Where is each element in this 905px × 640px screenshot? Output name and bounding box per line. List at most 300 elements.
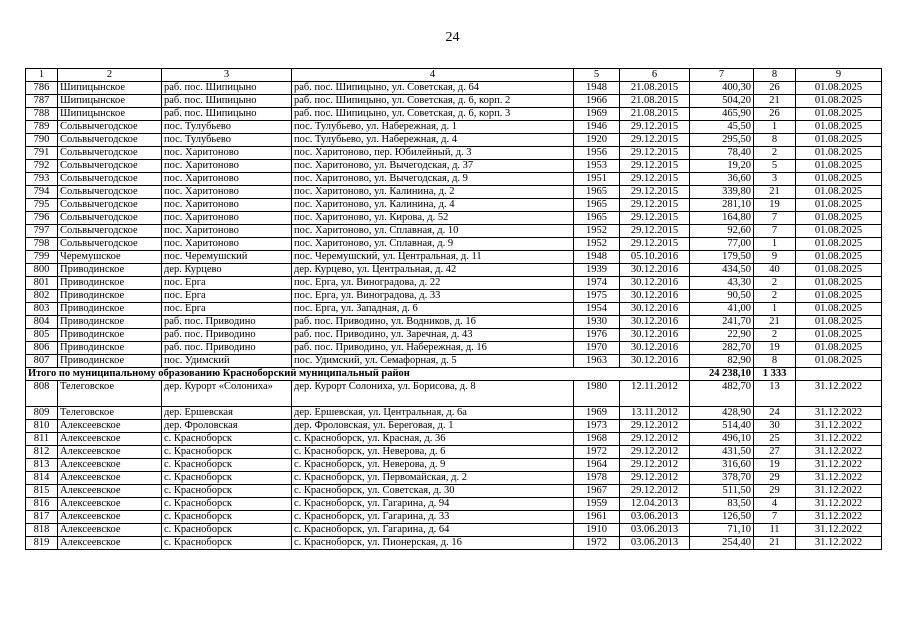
row-number-cell: 789 [26,121,58,134]
settlement-cell: дер. Ершевская [162,407,292,420]
build-year-cell: 1965 [574,212,620,225]
date-cell: 30.12.2016 [620,303,690,316]
residents-cell: 7 [754,511,796,524]
municipality-cell: Шипицынское [58,82,162,95]
area-cell: 339,80 [690,186,754,199]
residents-cell: 40 [754,264,796,277]
page-number: 24 [445,30,460,45]
deadline-cell: 31.12.2022 [796,524,882,537]
date-cell: 05.10.2016 [620,251,690,264]
area-cell: 83,50 [690,498,754,511]
settlement-cell: пос. Харитоново [162,160,292,173]
municipality-cell: Приводинское [58,342,162,355]
area-cell: 7 [690,69,754,82]
build-year-cell: 1972 [574,537,620,550]
settlement-cell: раб. пос. Шипицыно [162,108,292,121]
municipality-cell: Шипицынское [58,95,162,108]
housing-table [25,68,882,550]
date-cell: 29.12.2015 [620,238,690,251]
table-row [26,212,882,225]
deadline-cell: 01.08.2025 [796,303,882,316]
area-cell: 82,90 [690,355,754,368]
row-number-cell: 818 [26,524,58,537]
deadline-cell: 01.08.2025 [796,290,882,303]
deadline-cell: 31.12.2022 [796,407,882,420]
address-cell: с. Красноборск, ул. Неверова, д. 9 [292,459,574,472]
row-number-cell: 812 [26,446,58,459]
settlement-cell: раб. пос. Шипицыно [162,95,292,108]
table-row [26,433,882,446]
address-cell: с. Красноборск, ул. Неверова, д. 6 [292,446,574,459]
residents-cell: 27 [754,446,796,459]
address-cell: пос. Харитоново, ул. Калинина, д. 2 [292,186,574,199]
date-cell: 29.12.2012 [620,485,690,498]
settlement-cell: раб. пос. Шипицыно [162,82,292,95]
area-cell: 78,40 [690,147,754,160]
deadline-cell: 01.08.2025 [796,342,882,355]
table-row [26,316,882,329]
total-empty-cell [796,368,882,381]
date-cell: 30.12.2016 [620,290,690,303]
table-row [26,82,882,95]
settlement-cell: пос. Харитоново [162,186,292,199]
date-cell: 29.12.2015 [620,173,690,186]
address-cell: дер. Фроловская, ул. Береговая, д. 1 [292,420,574,433]
deadline-cell: 01.08.2025 [796,134,882,147]
area-cell: 164,80 [690,212,754,225]
row-number-cell: 791 [26,147,58,160]
municipality-cell: Сольвычегодское [58,160,162,173]
table-row [26,420,882,433]
deadline-cell: 01.08.2025 [796,264,882,277]
date-cell: 30.12.2016 [620,264,690,277]
settlement-cell: дер. Курорт «Солониха» [162,381,292,407]
address-cell: пос. Харитоново, ул. Вычегодская, д. 37 [292,160,574,173]
table-row [26,303,882,316]
date-cell: 29.12.2015 [620,147,690,160]
deadline-cell: 31.12.2022 [796,433,882,446]
address-cell: пос. Харитоново, пер. Юбилейный, д. 3 [292,147,574,160]
municipality-cell: Сольвычегодское [58,212,162,225]
build-year-cell: 1969 [574,108,620,121]
date-cell: 30.12.2016 [620,277,690,290]
residents-cell: 2 [754,329,796,342]
table-row [26,381,882,407]
settlement-cell: пос. Харитоново [162,238,292,251]
deadline-cell: 31.12.2022 [796,381,882,407]
residents-cell: 29 [754,472,796,485]
date-cell: 21.08.2015 [620,108,690,121]
row-number-cell: 794 [26,186,58,199]
settlement-cell: пос. Ерга [162,303,292,316]
row-number-cell: 805 [26,329,58,342]
build-year-cell: 1966 [574,95,620,108]
settlement-cell: пос. Черемушский [162,251,292,264]
area-cell: 431,50 [690,446,754,459]
area-cell: 71,10 [690,524,754,537]
settlement-cell: 3 [162,69,292,82]
residents-cell: 1 [754,303,796,316]
municipality-cell: Алексеевское [58,524,162,537]
residents-cell: 9 [754,251,796,264]
settlement-cell: пос. Харитоново [162,199,292,212]
build-year-cell: 1967 [574,485,620,498]
date-cell: 29.12.2015 [620,199,690,212]
residents-cell: 2 [754,290,796,303]
residents-cell: 24 [754,407,796,420]
address-cell: с. Красноборск, ул. Гагарина, д. 64 [292,524,574,537]
build-year-cell: 1974 [574,277,620,290]
address-cell: пос. Харитоново, ул. Сплавная, д. 9 [292,238,574,251]
deadline-cell: 01.08.2025 [796,160,882,173]
row-number-cell: 813 [26,459,58,472]
deadline-cell: 01.08.2025 [796,186,882,199]
settlement-cell: пос. Удимский [162,355,292,368]
municipality-cell: Телеговское [58,381,162,407]
area-cell: 504,20 [690,95,754,108]
residents-cell: 1 [754,238,796,251]
residents-cell: 8 [754,134,796,147]
row-number-cell: 811 [26,433,58,446]
area-cell: 434,50 [690,264,754,277]
date-cell: 03.06.2013 [620,537,690,550]
table-row [26,134,882,147]
row-number-cell: 786 [26,82,58,95]
area-cell: 179,50 [690,251,754,264]
table-row [26,537,882,550]
municipality-cell: Приводинское [58,277,162,290]
build-year-cell: 1978 [574,472,620,485]
settlement-cell: пос. Харитоново [162,212,292,225]
row-number-cell: 792 [26,160,58,173]
build-year-cell: 5 [574,69,620,82]
municipality-cell: Алексеевское [58,498,162,511]
table-row [26,524,882,537]
date-cell: 29.12.2015 [620,186,690,199]
build-year-cell: 1961 [574,511,620,524]
row-number-cell: 814 [26,472,58,485]
table-row [26,121,882,134]
municipality-cell: 2 [58,69,162,82]
area-cell: 43,30 [690,277,754,290]
settlement-cell: раб. пос. Приводино [162,342,292,355]
municipality-cell: Алексеевское [58,459,162,472]
residents-cell: 21 [754,186,796,199]
settlement-cell: пос. Тулубьево [162,121,292,134]
residents-cell: 26 [754,82,796,95]
build-year-cell: 1968 [574,433,620,446]
municipality-cell: Приводинское [58,290,162,303]
area-cell: 282,70 [690,342,754,355]
address-cell: раб. пос. Приводино, ул. Набережная, д. 16 [292,342,574,355]
row-number-cell: 1 [26,69,58,82]
address-cell: пос. Тулубьево, ул. Набережная, д. 1 [292,121,574,134]
deadline-cell: 01.08.2025 [796,212,882,225]
settlement-cell: дер. Курцево [162,264,292,277]
deadline-cell: 01.08.2025 [796,173,882,186]
address-cell: пос. Тулубьево, ул. Набережная, д. 4 [292,134,574,147]
municipality-cell: Алексеевское [58,537,162,550]
municipality-cell: Приводинское [58,316,162,329]
area-cell: 295,50 [690,134,754,147]
date-cell: 21.08.2015 [620,95,690,108]
row-number-cell: 801 [26,277,58,290]
deadline-cell: 31.12.2022 [796,485,882,498]
table-row [26,108,882,121]
deadline-cell: 01.08.2025 [796,147,882,160]
deadline-cell: 31.12.2022 [796,459,882,472]
municipality-cell: Черемушское [58,251,162,264]
area-cell: 19,20 [690,160,754,173]
deadline-cell: 01.08.2025 [796,95,882,108]
settlement-cell: с. Красноборск [162,524,292,537]
settlement-cell: пос. Харитоново [162,147,292,160]
area-cell: 41,00 [690,303,754,316]
date-cell: 30.12.2016 [620,342,690,355]
municipality-cell: Шипицынское [58,108,162,121]
address-cell: раб. пос. Приводино, ул. Заречная, д. 43 [292,329,574,342]
area-cell: 90,50 [690,290,754,303]
settlement-cell: раб. пос. Приводино [162,329,292,342]
address-cell: с. Красноборск, ул. Гагарина, д. 94 [292,498,574,511]
deadline-cell: 31.12.2022 [796,537,882,550]
address-cell: раб. пос. Шипицыно, ул. Советская, д. 64 [292,82,574,95]
row-number-cell: 798 [26,238,58,251]
build-year-cell: 1952 [574,225,620,238]
area-cell: 511,50 [690,485,754,498]
row-number-cell: 808 [26,381,58,407]
municipality-cell: Приводинское [58,329,162,342]
area-cell: 281,10 [690,199,754,212]
municipality-cell: Алексеевское [58,511,162,524]
residents-cell: 25 [754,433,796,446]
address-cell: раб. пос. Приводино, ул. Водников, д. 16 [292,316,574,329]
row-number-cell: 799 [26,251,58,264]
row-number-cell: 809 [26,407,58,420]
build-year-cell: 1973 [574,420,620,433]
build-year-cell: 1963 [574,355,620,368]
area-cell: 126,50 [690,511,754,524]
deadline-cell: 01.08.2025 [796,238,882,251]
date-cell: 30.12.2016 [620,329,690,342]
settlement-cell: с. Красноборск [162,485,292,498]
area-cell: 241,70 [690,316,754,329]
address-cell: с. Красноборск, ул. Советская, д. 30 [292,485,574,498]
table-row [26,173,882,186]
table-row [26,225,882,238]
date-cell: 03.06.2013 [620,524,690,537]
municipality-cell: Приводинское [58,264,162,277]
residents-cell: 13 [754,381,796,407]
date-cell: 29.12.2012 [620,433,690,446]
address-cell: пос. Ерга, ул. Виноградова, д. 33 [292,290,574,303]
build-year-cell: 1970 [574,342,620,355]
table-row [26,95,882,108]
table-row [26,264,882,277]
settlement-cell: с. Красноборск [162,498,292,511]
build-year-cell: 1975 [574,290,620,303]
municipality-cell: Сольвычегодское [58,134,162,147]
address-cell: с. Красноборск, ул. Пионерская, д. 16 [292,537,574,550]
residents-cell: 1 [754,121,796,134]
row-number-cell: 803 [26,303,58,316]
deadline-cell: 01.08.2025 [796,121,882,134]
table-row [26,251,882,264]
build-year-cell: 1951 [574,173,620,186]
date-cell: 12.11.2012 [620,381,690,407]
row-number-cell: 817 [26,511,58,524]
table-row [26,342,882,355]
residents-cell: 21 [754,95,796,108]
total-area: 24 238,10 [690,368,754,381]
date-cell: 6 [620,69,690,82]
date-cell: 29.12.2015 [620,160,690,173]
table-row [26,238,882,251]
residents-cell: 2 [754,147,796,160]
residents-cell: 7 [754,225,796,238]
row-number-cell: 793 [26,173,58,186]
residents-cell: 19 [754,459,796,472]
area-cell: 465,90 [690,108,754,121]
residents-cell: 29 [754,485,796,498]
row-number-cell: 810 [26,420,58,433]
area-cell: 45,50 [690,121,754,134]
table-row [26,329,882,342]
deadline-cell: 01.08.2025 [796,199,882,212]
total-row [26,368,882,381]
address-cell: пос. Удимский, ул. Семафорная, д. 5 [292,355,574,368]
table-row [26,459,882,472]
municipality-cell: Сольвычегодское [58,121,162,134]
address-cell: с. Красноборск, ул. Красная, д. 36 [292,433,574,446]
date-cell: 29.12.2012 [620,459,690,472]
address-cell: пос. Харитоново, ул. Вычегодская, д. 9 [292,173,574,186]
residents-cell: 4 [754,498,796,511]
row-number-cell: 815 [26,485,58,498]
table-row [26,407,882,420]
build-year-cell: 1972 [574,446,620,459]
area-cell: 378,70 [690,472,754,485]
area-cell: 22,90 [690,329,754,342]
settlement-cell: с. Красноборск [162,511,292,524]
settlement-cell: с. Красноборск [162,446,292,459]
municipality-cell: Алексеевское [58,472,162,485]
residents-cell: 30 [754,420,796,433]
settlement-cell: с. Красноборск [162,459,292,472]
row-number-cell: 796 [26,212,58,225]
residents-cell: 26 [754,108,796,121]
date-cell: 03.06.2013 [620,511,690,524]
municipality-cell: Сольвычегодское [58,147,162,160]
table-row [26,290,882,303]
build-year-cell: 1952 [574,238,620,251]
deadline-cell: 01.08.2025 [796,329,882,342]
deadline-cell: 01.08.2025 [796,225,882,238]
date-cell: 29.12.2015 [620,225,690,238]
residents-cell: 3 [754,173,796,186]
date-cell: 12.04.2013 [620,498,690,511]
area-cell: 36,60 [690,173,754,186]
build-year-cell: 1980 [574,381,620,407]
build-year-cell: 1959 [574,498,620,511]
residents-cell: 19 [754,199,796,212]
deadline-cell: 01.08.2025 [796,108,882,121]
date-cell: 30.12.2016 [620,316,690,329]
settlement-cell: с. Красноборск [162,537,292,550]
address-cell: с. Красноборск, ул. Первомайская, д. 2 [292,472,574,485]
address-cell: пос. Ерга, ул. Виноградова, д. 22 [292,277,574,290]
residents-cell: 8 [754,355,796,368]
residents-cell: 5 [754,160,796,173]
build-year-cell: 1956 [574,147,620,160]
municipality-cell: Телеговское [58,407,162,420]
table-row [26,511,882,524]
address-cell: раб. пос. Шипицыно, ул. Советская, д. 6, корп. 2 [292,95,574,108]
table-row [26,446,882,459]
build-year-cell: 1965 [574,186,620,199]
build-year-cell: 1953 [574,160,620,173]
table-row [26,186,882,199]
build-year-cell: 1964 [574,459,620,472]
municipality-cell: Алексеевское [58,433,162,446]
date-cell: 29.12.2015 [620,121,690,134]
municipality-cell: Алексеевское [58,485,162,498]
settlement-cell: пос. Ерга [162,277,292,290]
settlement-cell: с. Красноборск [162,472,292,485]
municipality-cell: Сольвычегодское [58,225,162,238]
address-cell: пос. Черемушский, ул. Центральная, д. 11 [292,251,574,264]
date-cell: 30.12.2016 [620,355,690,368]
address-cell: пос. Харитоново, ул. Калинина, д. 4 [292,199,574,212]
deadline-cell: 31.12.2022 [796,446,882,459]
table-row [26,199,882,212]
settlement-cell: дер. Фроловская [162,420,292,433]
deadline-cell: 01.08.2025 [796,355,882,368]
table-row [26,472,882,485]
header-row [26,69,882,82]
date-cell: 13.11.2012 [620,407,690,420]
table-row [26,355,882,368]
row-number-cell: 806 [26,342,58,355]
municipality-cell: Алексеевское [58,420,162,433]
row-number-cell: 790 [26,134,58,147]
row-number-cell: 802 [26,290,58,303]
table-body [26,69,882,550]
build-year-cell: 1946 [574,121,620,134]
date-cell: 29.12.2015 [620,212,690,225]
date-cell: 29.12.2015 [620,134,690,147]
deadline-cell: 01.08.2025 [796,316,882,329]
area-cell: 400,30 [690,82,754,95]
settlement-cell: пос. Ерга [162,290,292,303]
municipality-cell: Приводинское [58,355,162,368]
address-cell: пос. Ерга, ул. Западная, д. 6 [292,303,574,316]
municipality-cell: Алексеевское [58,446,162,459]
date-cell: 29.12.2012 [620,472,690,485]
deadline-cell: 31.12.2022 [796,511,882,524]
area-cell: 496,10 [690,433,754,446]
build-year-cell: 1954 [574,303,620,316]
address-cell: пос. Харитоново, ул. Сплавная, д. 10 [292,225,574,238]
area-cell: 428,90 [690,407,754,420]
residents-cell: 19 [754,342,796,355]
area-cell: 482,70 [690,381,754,407]
municipality-cell: Сольвычегодское [58,199,162,212]
area-cell: 316,60 [690,459,754,472]
residents-cell: 21 [754,316,796,329]
address-cell: 4 [292,69,574,82]
area-cell: 514,40 [690,420,754,433]
